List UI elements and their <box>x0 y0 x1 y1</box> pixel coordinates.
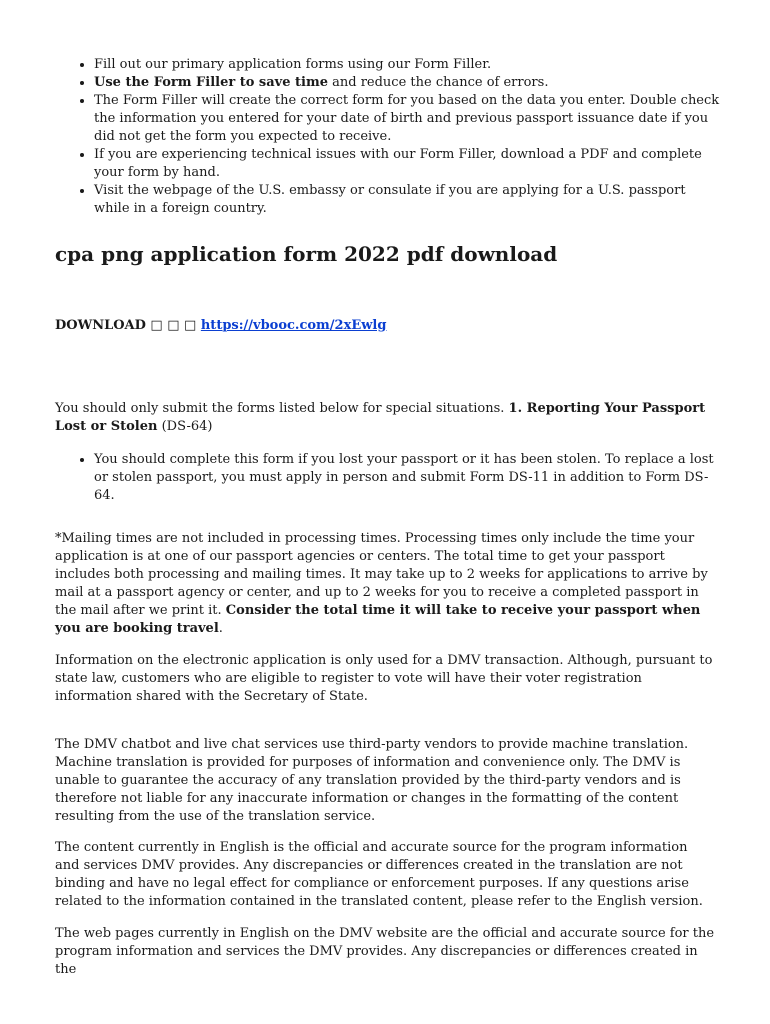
list-item-bold-text: Use the Form Filler to save time <box>94 75 328 90</box>
download-link[interactable]: https://vbooc.com/2xEwlg <box>200 318 387 333</box>
download-line <box>55 317 386 335</box>
paragraph-text: You should only submit the forms listed below for special situations. <box>55 401 509 416</box>
special-situations-paragraph <box>55 400 716 436</box>
lost-stolen-bullet-list <box>55 451 716 505</box>
intro-bullet-list <box>55 56 720 218</box>
list-item <box>94 92 720 146</box>
paragraph-text: . <box>218 621 223 636</box>
paragraph-bold-text: Consider the total time it will take to receive your passport when you are booking travel <box>55 603 701 636</box>
electronic-application-paragraph: Information on the electronic application is only used for a DMV transaction. Although, pursuant to state law, customers who are eligible to register to vote will have their voter registration information shared with the Secretary of State. <box>55 653 713 704</box>
list-item <box>94 56 720 74</box>
list-item <box>94 451 716 505</box>
list-item <box>94 182 720 218</box>
list-item-text: You should complete this form if you lost your passport or it has been stolen. To replace a lost or stolen passport, you must apply in person and submit Form DS-11 in addition to Form DS-64. <box>94 452 714 503</box>
paragraph-text: (DS-64) <box>157 419 213 434</box>
list-item <box>94 146 720 182</box>
translation-vendors-paragraph: The DMV chatbot and live chat services use third-party vendors to provide machine translation. Machine translation is provided for purposes of information and convenience only. The DMV is unable to guarantee the accuracy of any translation provided by the third-party vendors and is therefore not liable for any inaccurate information or changes in the formatting of the content resulting from the use of the translation service. <box>55 737 689 824</box>
list-item-text: Visit the webpage of the U.S. embassy or consulate if you are applying for a U.S. passport while in a foreign country. <box>94 183 686 216</box>
page-heading: cpa png application form 2022 pdf download <box>55 242 558 266</box>
list-item-text: The Form Filler will create the correct form for you based on the data you enter. Double check the information you entered for your date of birth and previous passport issuance date if you did not get the form you expected to receive. <box>94 93 720 144</box>
list-item-text: and reduce the chance of errors. <box>327 75 549 90</box>
paragraph-text: *Mailing times are not included in processing times. Processing times only include the time your application is at one of our passport agencies or centers. The total time to get your passport includes both processing and mailing times. It may take up to 2 weeks for applications to arrive by mail at a passport agency or center, and up to 2 weeks for you to receive a completed passport in the mail after we print it. <box>55 531 708 618</box>
download-label: DOWNLOAD □ □ □ <box>55 318 201 333</box>
official-content-paragraph: The content currently in English is the official and accurate source for the program information and services DMV provides. Any discrepancies or differences created in the translation are not binding and have no legal effect for compliance or enforcement purposes. If any questions arise related to the information contained in the translated content, please refer to the English version. <box>55 840 703 909</box>
mailing-times-paragraph <box>55 530 716 638</box>
list-item-text: Fill out our primary application forms using our Form Filler. <box>94 57 492 72</box>
list-item-text: If you are experiencing technical issues with our Form Filler, download a PDF and complete your form by hand. <box>94 147 702 180</box>
list-item <box>94 74 720 92</box>
web-pages-paragraph: The web pages currently in English on the DMV website are the official and accurate source for the program information and services the DMV provides. Any discrepancies or differences created in the <box>55 926 715 977</box>
paragraph-bold-text: 1. Reporting Your Passport Lost or Stolen <box>55 401 706 434</box>
